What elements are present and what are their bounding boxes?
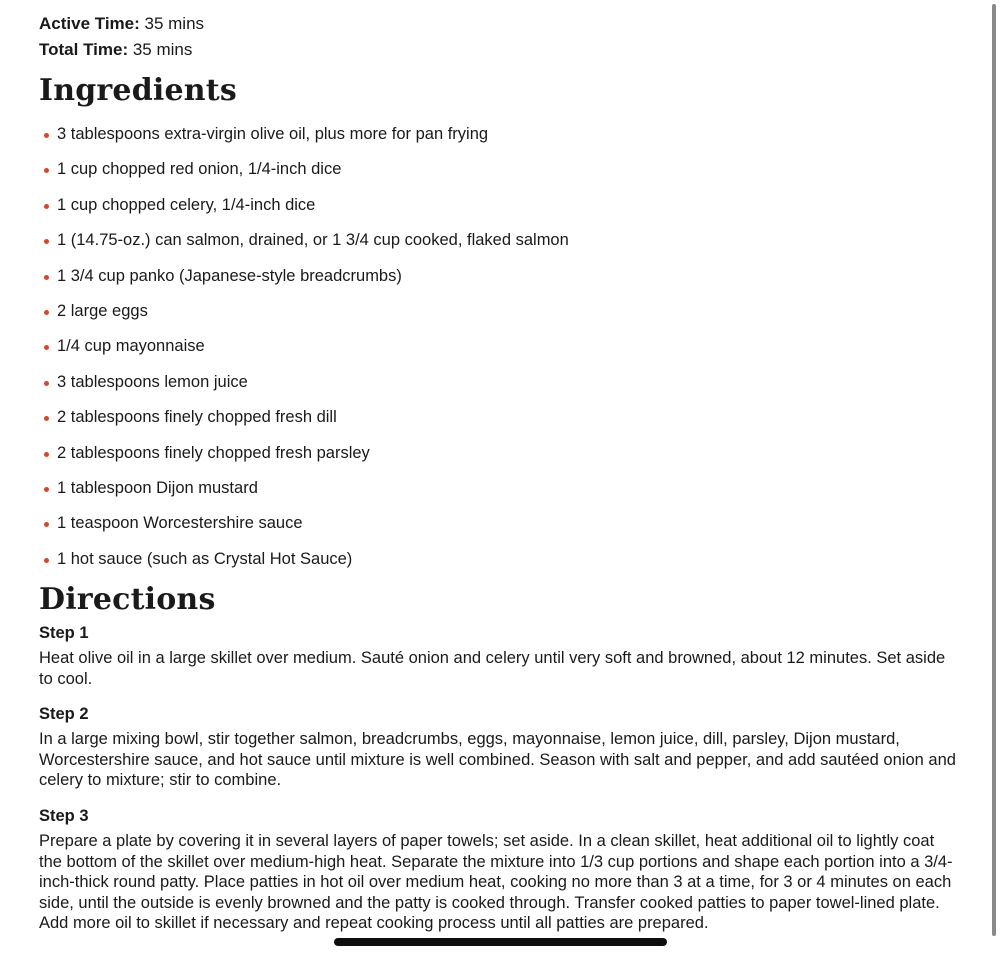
total-time (39, 37, 192, 63)
step-title: Step 1 (39, 624, 89, 642)
ingredient-text: 1 tablespoon Dijon mustard (57, 478, 258, 497)
ingredients-list (39, 117, 569, 577)
ingredient-item (39, 117, 569, 152)
ingredient-text: 2 large eggs (57, 301, 148, 320)
ingredient-item (39, 506, 569, 541)
bullet-icon (44, 345, 49, 350)
ingredient-text: 1 (14.75-oz.) can salmon, drained, or 1 3/4 cup cooked, flaked salmon (57, 231, 569, 250)
ingredient-text: 1 hot sauce (such as Crystal Hot Sauce) (57, 549, 353, 568)
ingredient-text: 2 tablespoons finely chopped fresh parsley (57, 443, 370, 462)
ingredient-text: 3 tablespoons lemon juice (57, 372, 248, 391)
bullet-icon (44, 416, 49, 421)
home-indicator[interactable] (334, 938, 667, 946)
ingredient-text: 1/4 cup mayonnaise (57, 337, 205, 356)
step-title: Step 2 (39, 705, 89, 724)
ingredient-text: 1 cup chopped red onion, 1/4-inch dice (57, 160, 342, 179)
step-1 (39, 622, 959, 689)
bullet-icon (44, 239, 49, 244)
ingredient-text: 1 teaspoon Worcestershire sauce (57, 514, 303, 533)
page-scrollbar[interactable] (992, 4, 996, 936)
bullet-icon (44, 275, 49, 280)
ingredients-heading: Ingredients (39, 73, 237, 108)
total-time-value: 35 mins (132, 40, 193, 59)
step-title: Step 3 (39, 806, 89, 825)
bullet-icon (44, 168, 49, 173)
ingredient-item (39, 542, 569, 577)
ingredient-item (39, 400, 569, 435)
ingredient-text: 1 3/4 cup panko (Japanese-style breadcrumbs) (57, 266, 402, 285)
bullet-icon (44, 522, 49, 527)
ingredient-item (39, 329, 569, 364)
ingredient-item (39, 294, 569, 329)
active-time-label: Active Time: (39, 14, 140, 33)
directions-heading: Directions (39, 582, 216, 617)
ingredient-item (39, 436, 569, 471)
bullet-icon (44, 381, 49, 386)
step-2 (39, 703, 959, 791)
ingredient-item (39, 188, 569, 223)
ingredient-text: 1 cup chopped celery, 1/4-inch dice (57, 195, 316, 214)
ingredient-text: 2 tablespoons finely chopped fresh dill (57, 408, 337, 427)
ingredient-text: 3 tablespoons extra-virgin olive oil, plus more for pan frying (57, 125, 489, 143)
step-text: Heat olive oil in a large skillet over medium. Sauté onion and celery until very soft and browned, about 12 minutes. Set aside to cool. (39, 649, 946, 688)
step-3 (39, 805, 959, 934)
bullet-icon (44, 133, 49, 138)
step-text: Prepare a plate by covering it in several layers of paper towels; set aside. In a clean skillet, heat additional oil to lightly coat the bottom of the skillet over medium-high heat. Separate the mixture into 1/3 cup portions and shape each portion into a 3/4-inch-thick round patty. Place patties in hot oil over medium heat, cooking no more than 3 at a time, for 3 or 4 minutes on each side, until the outside is evenly browned and the patty is cooked through. Transfer cooked patties to paper towel-lined plate. Add more oil to skillet if necessary and repeat cooking process until all patties are prepared. (39, 831, 953, 933)
bullet-icon (44, 310, 49, 315)
bullet-icon (44, 558, 49, 563)
ingredient-item (39, 259, 569, 294)
active-time (39, 11, 204, 37)
ingredient-item (39, 152, 569, 187)
bullet-icon (44, 204, 49, 209)
step-text: In a large mixing bowl, stir together salmon, breadcrumbs, eggs, mayonnaise, lemon juice, dill, parsley, Dijon mustard, Worcestershire sauce, and hot sauce until mixture is well combined. Season with salt and pepper, and add sautéed onion and celery to mixture; stir to combine. (39, 730, 956, 790)
ingredient-item (39, 223, 569, 258)
active-time-value: 35 mins (144, 14, 205, 33)
directions-steps (39, 622, 959, 948)
bullet-icon (44, 487, 49, 492)
total-time-label: Total Time: (39, 40, 129, 59)
ingredient-item (39, 365, 569, 400)
bullet-icon (44, 452, 49, 457)
ingredient-item (39, 471, 569, 506)
